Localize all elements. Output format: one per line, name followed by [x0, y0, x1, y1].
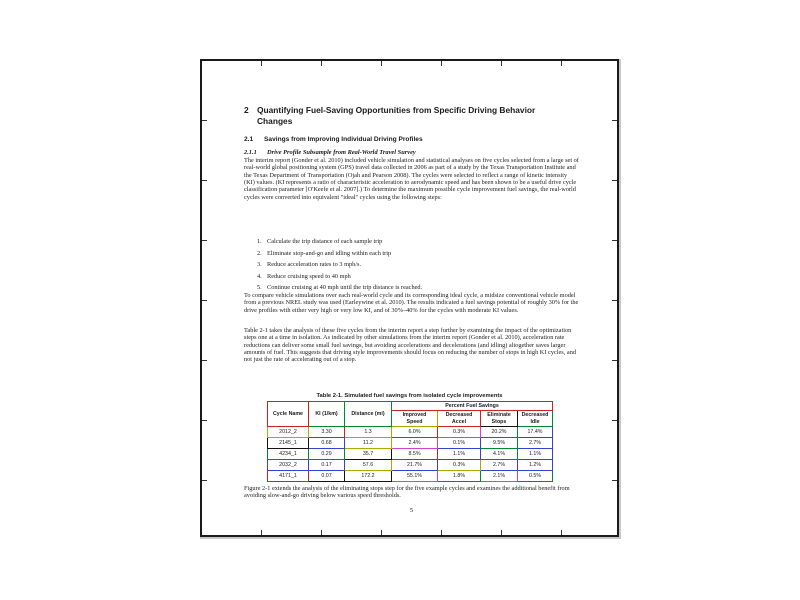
table-cell-ki: 0.68: [309, 438, 345, 449]
sub-column-header: Decreased Idle: [518, 411, 553, 427]
table-cell-decreased_idle: 1.1%: [518, 449, 553, 460]
ruler-tick: [612, 300, 617, 301]
table-cell-ki: 0.07: [309, 471, 345, 482]
page-number: 5: [409, 507, 414, 514]
ruler-tick: [612, 480, 617, 481]
subsubsection-number: 2.1.1: [244, 149, 257, 156]
table-cell-cycle: 4234_1: [268, 449, 309, 460]
table-cell-ki: 3.30: [309, 427, 345, 438]
sub-column-header: Decreased Accel: [438, 411, 481, 427]
table-cell-distance: 1.3: [345, 427, 392, 438]
table-cell-eliminate_stops: 20.2%: [481, 427, 518, 438]
table-cell-improved_speed: 2.4%: [392, 438, 438, 449]
section-number: 2: [244, 105, 249, 115]
ruler-tick: [612, 420, 617, 421]
column-header: Cycle Name: [268, 402, 309, 427]
section-heading: [244, 105, 549, 126]
table-cell-decreased_idle: 0.5%: [518, 471, 553, 482]
paragraph-simulation-results: To compare vehicle simulations over each real-world cycle and its corresponding ideal cycle, a midsize conventional vehicle model from a previous NREL study was used (Earleywine et al. 2010). The results indicated a fuel savings potential of roughly 30% for the drive profiles with either very high or very low KI, and of 30%–40% for the cycles with moderate KI values.: [244, 292, 579, 314]
table-cell-distance: 172.2: [345, 471, 392, 482]
list-item: [257, 238, 577, 245]
ruler-tick: [202, 360, 207, 361]
column-header: KI (1/km): [309, 402, 345, 427]
ruler-tick: [202, 300, 207, 301]
table-cell-decreased_accel: 0.3%: [438, 460, 481, 471]
list-item: [257, 284, 577, 291]
table-cell-cycle: 2012_2: [268, 427, 309, 438]
paragraph-table-discussion: Table 2-1 takes the analysis of these five cycles from the interim report a step further by examining the impact of the optimization steps one at a time in isolation. As indicated by other simulations from the interim report (Gonder et al. 2010), acceleration rate reductions can deliver some small fuel savings, but avoiding accelerations and decelerations (and idling) altogether saves larger amounts of fuel. This suggests that driving style improvements should focus on reducing the number of stops in high KI cycles, and not just the rate of accelerating out of a stop.: [244, 327, 576, 364]
table-cell-improved_speed: 6.0%: [392, 427, 438, 438]
table-cell-improved_speed: 21.7%: [392, 460, 438, 471]
table-cell-decreased_accel: 1.1%: [438, 449, 481, 460]
column-header: Distance (mi): [345, 402, 392, 427]
table-row: [268, 438, 553, 449]
ruler-tick: [202, 120, 207, 121]
ruler-tick: [202, 480, 207, 481]
ruler-tick: [612, 120, 617, 121]
ruler-tick: [202, 180, 207, 181]
span-column-header: Percent Fuel Savings: [392, 402, 553, 411]
list-item-text: Eliminate stop-and-go and idling within each trip: [267, 249, 392, 257]
list-item-number: 5.: [257, 284, 262, 291]
ruler-tick: [612, 360, 617, 361]
paragraph-intro: The interim report (Gonder et al. 2010) included vehicle simulation and statistical analyses on five cycles selected from a large set of real-world global positioning system (GPS) travel data collected in 2006 as part of a study by the Texas Transportation Institute and the Texas Department of Transportation (Ojah and Pearson 2008). The cycles were selected to reflect a range of kinetic intensity (KI) values. (KI represents a ratio of characteristic acceleration to aerodynamic speed and has been shown to be a useful drive cycle classification parameter [O'Keefe et al. 2007].) To determine the maximum possible cycle improvement fuel savings, the real-world cycles were converted into equivalent "ideal" cycles using the following steps:: [244, 157, 579, 201]
list-item-text: Calculate the trip distance of each sample trip: [267, 238, 383, 245]
sub-column-header: Eliminate Stops: [481, 411, 518, 427]
table-caption: Table 2-1. Simulated fuel savings from isolated cycle improvements: [316, 393, 503, 399]
list-item-number: 4.: [257, 272, 262, 280]
subsubsection-heading: [244, 149, 416, 157]
table-cell-decreased_accel: 0.3%: [438, 427, 481, 438]
table-cell-ki: 0.29: [309, 449, 345, 460]
section-title: Quantifying Fuel-Saving Opportunities from Specific Driving Behavior Changes: [257, 105, 536, 126]
table-cell-decreased_accel: 1.8%: [438, 471, 481, 482]
table-row: [268, 471, 553, 482]
table-cell-eliminate_stops: 9.5%: [481, 438, 518, 449]
ideal-cycle-steps-list: [257, 238, 577, 296]
fuel-savings-table: [267, 401, 553, 482]
subsubsection-title: Drive Profile Subsample from Real-World Travel Survey: [267, 149, 416, 156]
page-content: [244, 61, 579, 535]
table-cell-eliminate_stops: 2.7%: [481, 460, 518, 471]
table-cell-distance: 11.2: [345, 438, 392, 449]
table-cell-decreased_accel: 0.1%: [438, 438, 481, 449]
ruler-tick: [202, 420, 207, 421]
table-cell-eliminate_stops: 2.1%: [481, 471, 518, 482]
ruler-tick: [202, 240, 207, 241]
sub-column-header: Improved Speed: [392, 411, 438, 427]
table-cell-cycle: 2032_2: [268, 460, 309, 471]
table-cell-decreased_idle: 17.4%: [518, 427, 553, 438]
report-page: [200, 59, 619, 537]
table-cell-cycle: 2145_1: [268, 438, 309, 449]
subsection-number: 2.1: [244, 136, 254, 143]
list-item: [257, 250, 577, 257]
list-item: [257, 273, 577, 280]
ruler-tick: [612, 180, 617, 181]
list-item: [257, 261, 577, 268]
subsection-heading: [244, 136, 423, 144]
table-row: [268, 449, 553, 460]
table-cell-ki: 0.17: [309, 460, 345, 471]
list-item-number: 3.: [257, 261, 262, 268]
table-cell-cycle: 4171_1: [268, 471, 309, 482]
table-cell-eliminate_stops: 4.1%: [481, 449, 518, 460]
list-item-number: 1.: [257, 238, 262, 245]
subsection-title: Savings from Improving Individual Driving Profiles: [264, 136, 423, 143]
table-cell-improved_speed: 55.1%: [392, 471, 438, 482]
table-row: [268, 427, 553, 438]
list-item-text: Continue cruising at 40 mph until the trip distance is reached.: [267, 284, 423, 291]
table-cell-improved_speed: 8.5%: [392, 449, 438, 460]
paragraph-figure-intro: Figure 2-1 extends the analysis of the eliminating stops step for the five example cycles and examines the additional benefit from avoiding slow-and-go driving below various speed thresholds.: [244, 485, 570, 500]
table-row: [268, 460, 553, 471]
table-cell-distance: 57.6: [345, 460, 392, 471]
table-cell-decreased_idle: 1.2%: [518, 460, 553, 471]
ruler-tick: [612, 240, 617, 241]
table-cell-decreased_idle: 2.7%: [518, 438, 553, 449]
table-cell-distance: 35.7: [345, 449, 392, 460]
list-item-text: Reduce cruising speed to 40 mph: [267, 272, 351, 280]
list-item-number: 2.: [257, 249, 262, 257]
list-item-text: Reduce acceleration rates to 3 mph/s.: [267, 261, 362, 268]
